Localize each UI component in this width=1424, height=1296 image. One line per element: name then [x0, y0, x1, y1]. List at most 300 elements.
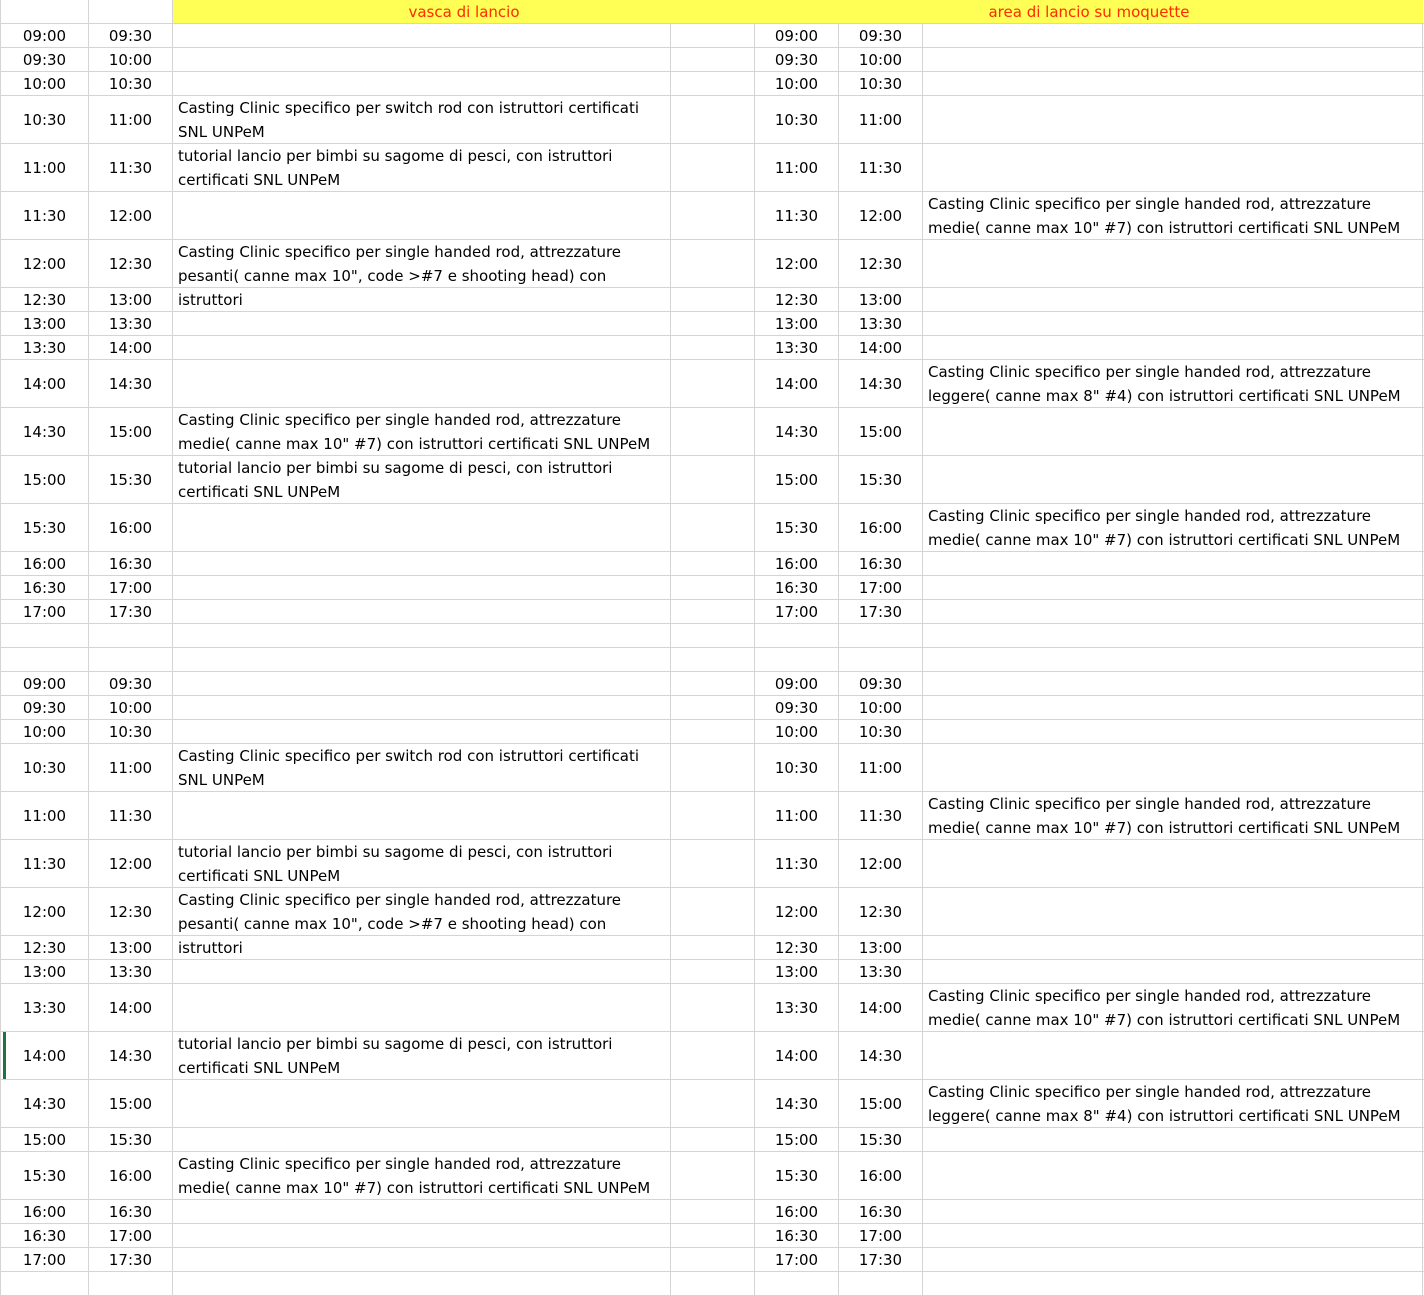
- end-time-cell[interactable]: 17:00: [89, 1224, 173, 1247]
- left-activity-cell[interactable]: [173, 336, 671, 359]
- left-activity-cell[interactable]: [173, 552, 671, 575]
- right-start-time-cell[interactable]: 11:30: [755, 192, 839, 239]
- end-time-cell[interactable]: 11:30: [89, 792, 173, 839]
- right-start-time-cell[interactable]: 15:30: [755, 1152, 839, 1199]
- spacer-cell[interactable]: [671, 792, 755, 839]
- left-activity-cell[interactable]: [173, 600, 671, 623]
- left-activity-cell[interactable]: tutorial lancio per bimbi su sagome di pesci, con istruttori certificati SNL UNPeM: [173, 840, 671, 887]
- right-activity-cell[interactable]: Casting Clinic specifico per single handed rod, attrezzature leggere( canne max 8" #4) con istruttori certificati SNL UNPeM: [923, 1080, 1423, 1127]
- right-activity-cell[interactable]: [923, 288, 1423, 311]
- end-time-cell[interactable]: 13:00: [89, 288, 173, 311]
- right-end-time-cell[interactable]: 12:00: [839, 840, 923, 887]
- table-row: [0, 336, 1424, 360]
- spacer-cell[interactable]: [671, 696, 755, 719]
- right-activity-cell[interactable]: [923, 888, 1423, 935]
- right-activity-cell[interactable]: [923, 1128, 1423, 1151]
- spacer-cell[interactable]: [671, 96, 755, 143]
- cell[interactable]: [839, 1272, 923, 1295]
- spacer-cell[interactable]: [671, 552, 755, 575]
- right-end-time-cell[interactable]: 11:00: [839, 744, 923, 791]
- spacer-cell[interactable]: [671, 1248, 755, 1271]
- left-activity-cell[interactable]: [173, 576, 671, 599]
- right-activity-cell[interactable]: [923, 144, 1423, 191]
- left-activity-cell[interactable]: [173, 72, 671, 95]
- right-end-time-cell[interactable]: 12:30: [839, 240, 923, 287]
- cell[interactable]: [923, 624, 1423, 647]
- start-time-cell[interactable]: 15:00: [0, 1128, 89, 1151]
- table-row: [0, 552, 1424, 576]
- spacer-cell[interactable]: [671, 744, 755, 791]
- table-row: [0, 1224, 1424, 1248]
- right-start-time-cell[interactable]: 10:00: [755, 72, 839, 95]
- table-row: [0, 288, 1424, 312]
- end-time-cell[interactable]: 16:30: [89, 552, 173, 575]
- left-activity-cell[interactable]: [173, 312, 671, 335]
- table-row: [0, 792, 1424, 840]
- cell[interactable]: [173, 1272, 671, 1295]
- spacer-cell[interactable]: [671, 144, 755, 191]
- spacer-cell[interactable]: [671, 1200, 755, 1223]
- left-activity-cell[interactable]: Casting Clinic specifico per switch rod con istruttori certificati SNL UNPeM: [173, 96, 671, 143]
- left-activity-cell[interactable]: [173, 192, 671, 239]
- spacer-cell[interactable]: [671, 576, 755, 599]
- right-start-time-cell[interactable]: 09:30: [755, 48, 839, 71]
- right-activity-cell[interactable]: [923, 312, 1423, 335]
- end-time-cell[interactable]: 09:30: [89, 24, 173, 47]
- right-end-time-cell[interactable]: 17:00: [839, 576, 923, 599]
- left-activity-cell[interactable]: tutorial lancio per bimbi su sagome di pesci, con istruttori certificati SNL UNPeM: [173, 144, 671, 191]
- empty-row: [0, 1272, 1424, 1296]
- end-time-cell[interactable]: 15:30: [89, 1128, 173, 1151]
- right-activity-cell[interactable]: [923, 840, 1423, 887]
- right-activity-cell[interactable]: [923, 696, 1423, 719]
- left-activity-cell[interactable]: [173, 720, 671, 743]
- start-time-cell[interactable]: 11:30: [0, 192, 89, 239]
- end-time-cell[interactable]: 13:30: [89, 312, 173, 335]
- start-time-cell[interactable]: 09:30: [0, 48, 89, 71]
- cell[interactable]: [173, 624, 671, 647]
- table-row: [0, 1032, 1424, 1080]
- left-activity-cell[interactable]: [173, 360, 671, 407]
- start-time-cell[interactable]: 15:30: [0, 1152, 89, 1199]
- left-activity-cell[interactable]: Casting Clinic specifico per single handed rod, attrezzature medie( canne max 10" #7) con istruttori certificati SNL UNPeM: [173, 1152, 671, 1199]
- table-row: [0, 576, 1424, 600]
- right-activity-cell[interactable]: [923, 720, 1423, 743]
- left-activity-cell[interactable]: Casting Clinic specifico per single handed rod, attrezzature medie( canne max 10" #7) con istruttori certificati SNL UNPeM: [173, 408, 671, 455]
- right-activity-cell[interactable]: [923, 48, 1423, 71]
- start-time-cell[interactable]: 09:00: [0, 24, 89, 47]
- right-start-time-cell[interactable]: 14:30: [755, 1080, 839, 1127]
- end-time-cell[interactable]: 10:30: [89, 72, 173, 95]
- end-time-cell[interactable]: 16:00: [89, 504, 173, 551]
- cell[interactable]: [671, 1272, 755, 1295]
- right-end-time-cell[interactable]: 16:30: [839, 1200, 923, 1223]
- left-activity-cell[interactable]: [173, 1128, 671, 1151]
- start-time-cell[interactable]: 14:00: [0, 360, 89, 407]
- cell[interactable]: [839, 648, 923, 671]
- spacer-cell[interactable]: [671, 1032, 755, 1079]
- left-activity-cell[interactable]: [173, 1200, 671, 1223]
- right-end-time-cell[interactable]: 14:00: [839, 984, 923, 1031]
- left-activity-cell[interactable]: [173, 48, 671, 71]
- end-time-cell[interactable]: 15:30: [89, 456, 173, 503]
- right-start-time-cell[interactable]: 14:00: [755, 360, 839, 407]
- start-time-cell[interactable]: 16:30: [0, 1224, 89, 1247]
- right-activity-cell[interactable]: [923, 672, 1423, 695]
- empty-row: [0, 624, 1424, 648]
- right-start-time-cell[interactable]: 16:00: [755, 552, 839, 575]
- start-time-cell[interactable]: 16:00: [0, 552, 89, 575]
- table-row: [0, 720, 1424, 744]
- right-activity-cell[interactable]: [923, 72, 1423, 95]
- start-time-cell[interactable]: 15:00: [0, 456, 89, 503]
- left-activity-cell[interactable]: tutorial lancio per bimbi su sagome di pesci, con istruttori certificati SNL UNPeM: [173, 456, 671, 503]
- right-end-time-cell[interactable]: 15:30: [839, 456, 923, 503]
- left-activity-cell[interactable]: Casting Clinic specifico per switch rod con istruttori certificati SNL UNPeM: [173, 744, 671, 791]
- right-start-time-cell[interactable]: 10:30: [755, 96, 839, 143]
- right-end-time-cell[interactable]: 14:00: [839, 336, 923, 359]
- end-time-cell[interactable]: 14:30: [89, 1032, 173, 1079]
- spacer-cell[interactable]: [671, 336, 755, 359]
- right-start-time-cell[interactable]: 16:00: [755, 1200, 839, 1223]
- right-activity-cell[interactable]: [923, 600, 1423, 623]
- cell[interactable]: [755, 624, 839, 647]
- header-row: [0, 0, 1424, 24]
- cell[interactable]: [923, 1272, 1423, 1295]
- end-time-cell[interactable]: 11:00: [89, 744, 173, 791]
- end-time-cell[interactable]: 13:30: [89, 960, 173, 983]
- end-time-cell[interactable]: 15:00: [89, 408, 173, 455]
- start-time-cell[interactable]: 12:30: [0, 936, 89, 959]
- right-activity-cell[interactable]: [923, 24, 1423, 47]
- right-start-time-cell[interactable]: 13:30: [755, 984, 839, 1031]
- start-time-cell[interactable]: 17:00: [0, 1248, 89, 1271]
- end-time-cell[interactable]: 14:00: [89, 984, 173, 1031]
- spacer-cell[interactable]: [671, 1080, 755, 1127]
- start-time-cell[interactable]: [0, 1032, 89, 1079]
- cell[interactable]: [923, 648, 1423, 671]
- right-end-time-cell[interactable]: 11:00: [839, 96, 923, 143]
- right-end-time-cell[interactable]: 15:00: [839, 1080, 923, 1127]
- right-end-time-cell[interactable]: 14:30: [839, 1032, 923, 1079]
- left-activity-cell[interactable]: [173, 1248, 671, 1271]
- right-end-time-cell[interactable]: 17:00: [839, 1224, 923, 1247]
- left-activity-cell[interactable]: [173, 288, 671, 311]
- spacer-cell[interactable]: [671, 360, 755, 407]
- right-start-time-cell[interactable]: 16:30: [755, 1224, 839, 1247]
- end-time-cell[interactable]: 17:30: [89, 600, 173, 623]
- start-time-cell[interactable]: 12:00: [0, 888, 89, 935]
- end-time-cell[interactable]: 10:30: [89, 720, 173, 743]
- right-start-time-cell[interactable]: 17:00: [755, 600, 839, 623]
- right-activity-cell[interactable]: [923, 336, 1423, 359]
- spacer-cell[interactable]: [671, 840, 755, 887]
- start-time-cell[interactable]: 12:00: [0, 240, 89, 287]
- table-row: [0, 672, 1424, 696]
- cell[interactable]: [89, 1272, 173, 1295]
- spacer-cell[interactable]: [671, 1224, 755, 1247]
- right-end-time-cell[interactable]: 15:00: [839, 408, 923, 455]
- start-time-cell[interactable]: 13:00: [0, 312, 89, 335]
- right-activity-cell[interactable]: Casting Clinic specifico per single handed rod, attrezzature medie( canne max 10" #7) con istruttori certificati SNL UNPeM: [923, 192, 1423, 239]
- right-start-time-cell[interactable]: 17:00: [755, 1248, 839, 1271]
- spacer-cell[interactable]: [671, 240, 755, 287]
- right-end-time-cell[interactable]: 16:30: [839, 552, 923, 575]
- spacer-cell[interactable]: [671, 720, 755, 743]
- right-start-time-cell[interactable]: 10:00: [755, 720, 839, 743]
- right-start-time-cell[interactable]: 11:00: [755, 792, 839, 839]
- table-row: [0, 840, 1424, 888]
- right-end-time-cell[interactable]: 10:00: [839, 696, 923, 719]
- cell[interactable]: [0, 1272, 89, 1295]
- right-activity-cell[interactable]: [923, 1224, 1423, 1247]
- spacer-cell[interactable]: [671, 1152, 755, 1199]
- right-end-time-cell[interactable]: 09:30: [839, 672, 923, 695]
- table-row: [0, 1080, 1424, 1128]
- start-time-cell[interactable]: 10:30: [0, 744, 89, 791]
- cell[interactable]: [0, 624, 89, 647]
- table-row: [0, 144, 1424, 192]
- cell[interactable]: [89, 648, 173, 671]
- start-time-cell[interactable]: 10:00: [0, 720, 89, 743]
- right-activity-cell[interactable]: [923, 960, 1423, 983]
- table-row: [0, 72, 1424, 96]
- spacer-cell[interactable]: [671, 312, 755, 335]
- table-row: [0, 96, 1424, 144]
- end-time-cell[interactable]: 17:00: [89, 576, 173, 599]
- right-start-time-cell[interactable]: 09:00: [755, 672, 839, 695]
- right-activity-cell[interactable]: [923, 1248, 1423, 1271]
- cell[interactable]: [755, 1272, 839, 1295]
- right-end-time-cell[interactable]: 17:30: [839, 600, 923, 623]
- start-time-cell[interactable]: 14:30: [0, 1080, 89, 1127]
- right-end-time-cell[interactable]: 13:30: [839, 960, 923, 983]
- end-time-cell[interactable]: 12:30: [89, 888, 173, 935]
- cell[interactable]: [0, 0, 89, 23]
- spacer-cell[interactable]: [671, 1128, 755, 1151]
- table-row: [0, 1152, 1424, 1200]
- right-start-time-cell[interactable]: 15:00: [755, 456, 839, 503]
- right-start-time-cell[interactable]: 16:30: [755, 576, 839, 599]
- empty-row: [0, 648, 1424, 672]
- table-row: [0, 960, 1424, 984]
- right-activity-cell[interactable]: [923, 936, 1423, 959]
- spacer-cell[interactable]: [671, 888, 755, 935]
- right-activity-cell[interactable]: [923, 576, 1423, 599]
- left-activity-cell[interactable]: [173, 792, 671, 839]
- right-start-time-cell[interactable]: 09:00: [755, 24, 839, 47]
- right-start-time-cell[interactable]: 12:00: [755, 240, 839, 287]
- spacer-cell[interactable]: [671, 24, 755, 47]
- end-time-cell[interactable]: 15:00: [89, 1080, 173, 1127]
- right-activity-cell[interactable]: [923, 744, 1423, 791]
- spacer-cell[interactable]: [671, 672, 755, 695]
- end-time-cell[interactable]: 09:30: [89, 672, 173, 695]
- start-time-cell[interactable]: 16:00: [0, 1200, 89, 1223]
- right-end-time-cell[interactable]: 13:00: [839, 288, 923, 311]
- start-time-cell[interactable]: 13:00: [0, 960, 89, 983]
- spacer-cell[interactable]: [671, 48, 755, 71]
- cell[interactable]: [173, 648, 671, 671]
- right-start-time-cell[interactable]: 11:00: [755, 144, 839, 191]
- end-time-cell[interactable]: 11:30: [89, 144, 173, 191]
- table-row: [0, 600, 1424, 624]
- cell[interactable]: [755, 648, 839, 671]
- left-activity-cell[interactable]: [173, 1224, 671, 1247]
- right-activity-cell[interactable]: [923, 456, 1423, 503]
- table-row: [0, 744, 1424, 792]
- start-time-cell[interactable]: 17:00: [0, 600, 89, 623]
- right-start-time-cell[interactable]: 12:00: [755, 888, 839, 935]
- right-end-time-cell[interactable]: 11:30: [839, 144, 923, 191]
- right-start-time-cell[interactable]: 13:30: [755, 336, 839, 359]
- table-row: [0, 48, 1424, 72]
- start-time-cell[interactable]: 10:00: [0, 72, 89, 95]
- end-time-cell[interactable]: 16:00: [89, 1152, 173, 1199]
- table-row: [0, 456, 1424, 504]
- right-end-time-cell[interactable]: 17:30: [839, 1248, 923, 1271]
- table-row: [0, 1248, 1424, 1272]
- right-end-time-cell[interactable]: 09:30: [839, 24, 923, 47]
- right-start-time-cell[interactable]: 15:30: [755, 504, 839, 551]
- right-end-time-cell[interactable]: 13:00: [839, 936, 923, 959]
- time-text: 14:00: [22, 1046, 67, 1065]
- right-end-time-cell[interactable]: 16:00: [839, 1152, 923, 1199]
- right-start-time-cell[interactable]: 09:30: [755, 696, 839, 719]
- right-start-time-cell[interactable]: 12:30: [755, 936, 839, 959]
- right-start-time-cell[interactable]: 14:30: [755, 408, 839, 455]
- left-activity-cell[interactable]: Casting Clinic specifico per single handed rod, attrezzature pesanti( canne max 10", code >#7 e shooting head) con istruttori: [173, 888, 671, 935]
- start-time-cell[interactable]: 14:30: [0, 408, 89, 455]
- end-time-cell[interactable]: 10:00: [89, 48, 173, 71]
- start-time-cell[interactable]: 13:30: [0, 984, 89, 1031]
- right-activity-cell[interactable]: [923, 408, 1423, 455]
- right-start-time-cell[interactable]: 13:00: [755, 960, 839, 983]
- left-activity-cell[interactable]: [173, 1080, 671, 1127]
- end-time-cell[interactable]: 12:00: [89, 192, 173, 239]
- left-activity-cell[interactable]: [173, 24, 671, 47]
- right-end-time-cell[interactable]: 16:00: [839, 504, 923, 551]
- left-activity-cell[interactable]: [173, 696, 671, 719]
- end-time-cell[interactable]: 17:30: [89, 1248, 173, 1271]
- spacer-cell[interactable]: [671, 288, 755, 311]
- end-time-cell[interactable]: 13:00: [89, 936, 173, 959]
- start-time-cell[interactable]: 11:30: [0, 840, 89, 887]
- right-end-time-cell[interactable]: 12:30: [839, 888, 923, 935]
- spacer-cell[interactable]: [671, 408, 755, 455]
- left-activity-cell[interactable]: [173, 984, 671, 1031]
- right-start-time-cell[interactable]: 11:30: [755, 840, 839, 887]
- end-time-cell[interactable]: 14:30: [89, 360, 173, 407]
- left-activity-cell[interactable]: [173, 672, 671, 695]
- cell[interactable]: [671, 648, 755, 671]
- right-end-time-cell[interactable]: 13:30: [839, 312, 923, 335]
- table-row: [0, 936, 1424, 960]
- right-end-time-cell[interactable]: 10:00: [839, 48, 923, 71]
- spacer-cell[interactable]: [671, 984, 755, 1031]
- start-time-cell[interactable]: 09:30: [0, 696, 89, 719]
- spacer-cell[interactable]: [671, 504, 755, 551]
- table-row: [0, 696, 1424, 720]
- left-activity-cell[interactable]: [173, 504, 671, 551]
- right-end-time-cell[interactable]: 11:30: [839, 792, 923, 839]
- right-activity-cell[interactable]: [923, 552, 1423, 575]
- spacer-cell[interactable]: [671, 72, 755, 95]
- cell[interactable]: [671, 624, 755, 647]
- right-end-time-cell[interactable]: 10:30: [839, 72, 923, 95]
- header-vasca-di-lancio[interactable]: [173, 0, 755, 23]
- table-row: [0, 192, 1424, 240]
- start-time-cell[interactable]: 16:30: [0, 576, 89, 599]
- spacer-cell[interactable]: [671, 936, 755, 959]
- table-row: [0, 24, 1424, 48]
- right-activity-cell[interactable]: [923, 1200, 1423, 1223]
- right-start-time-cell[interactable]: 12:30: [755, 288, 839, 311]
- table-row: [0, 360, 1424, 408]
- start-time-cell[interactable]: 15:30: [0, 504, 89, 551]
- right-end-time-cell[interactable]: 12:00: [839, 192, 923, 239]
- start-time-cell[interactable]: 13:30: [0, 336, 89, 359]
- left-activity-cell[interactable]: Casting Clinic specifico per single handed rod, attrezzature pesanti( canne max 10", code >#7 e shooting head) con istruttori: [173, 240, 671, 287]
- right-activity-cell[interactable]: Casting Clinic specifico per single handed rod, attrezzature medie( canne max 10" #7) con istruttori certificati SNL UNPeM: [923, 504, 1423, 551]
- start-time-cell[interactable]: 09:00: [0, 672, 89, 695]
- cell[interactable]: [839, 624, 923, 647]
- right-activity-cell[interactable]: Casting Clinic specifico per single handed rod, attrezzature leggere( canne max 8" #4) con istruttori certificati SNL UNPeM: [923, 360, 1423, 407]
- header-area-moquette[interactable]: [755, 0, 1423, 23]
- right-end-time-cell[interactable]: 10:30: [839, 720, 923, 743]
- selection-indicator: [3, 1032, 6, 1079]
- end-time-cell[interactable]: 16:30: [89, 1200, 173, 1223]
- spacer-cell[interactable]: [671, 960, 755, 983]
- start-time-cell[interactable]: 12:30: [0, 288, 89, 311]
- cell[interactable]: [89, 0, 173, 23]
- end-time-cell[interactable]: 12:00: [89, 840, 173, 887]
- rows-container: [0, 24, 1424, 1296]
- right-activity-cell[interactable]: [923, 1152, 1423, 1199]
- table-row: [0, 504, 1424, 552]
- table-row: [0, 1128, 1424, 1152]
- right-activity-cell[interactable]: Casting Clinic specifico per single handed rod, attrezzature medie( canne max 10" #7) con istruttori certificati SNL UNPeM: [923, 984, 1423, 1031]
- end-time-cell[interactable]: 14:00: [89, 336, 173, 359]
- right-end-time-cell[interactable]: 15:30: [839, 1128, 923, 1151]
- right-activity-cell[interactable]: [923, 1032, 1423, 1079]
- right-start-time-cell[interactable]: 10:30: [755, 744, 839, 791]
- right-activity-cell[interactable]: [923, 96, 1423, 143]
- end-time-cell[interactable]: 11:00: [89, 96, 173, 143]
- right-activity-cell[interactable]: [923, 240, 1423, 287]
- spacer-cell[interactable]: [671, 600, 755, 623]
- cell[interactable]: [0, 648, 89, 671]
- left-activity-cell[interactable]: tutorial lancio per bimbi su sagome di pesci, con istruttori certificati SNL UNPeM: [173, 1032, 671, 1079]
- header-label-left: vasca di lancio: [408, 3, 520, 21]
- right-start-time-cell[interactable]: 15:00: [755, 1128, 839, 1151]
- spacer-cell[interactable]: [671, 456, 755, 503]
- start-time-cell[interactable]: 11:00: [0, 144, 89, 191]
- start-time-cell[interactable]: 10:30: [0, 96, 89, 143]
- right-start-time-cell[interactable]: 13:00: [755, 312, 839, 335]
- right-activity-cell[interactable]: Casting Clinic specifico per single handed rod, attrezzature medie( canne max 10" #7) con istruttori certificati SNL UNPeM: [923, 792, 1423, 839]
- spacer-cell[interactable]: [671, 192, 755, 239]
- end-time-cell[interactable]: 12:30: [89, 240, 173, 287]
- end-time-cell[interactable]: 10:00: [89, 696, 173, 719]
- left-activity-cell[interactable]: [173, 936, 671, 959]
- cell[interactable]: [89, 624, 173, 647]
- start-time-cell[interactable]: 11:00: [0, 792, 89, 839]
- table-row: [0, 984, 1424, 1032]
- right-end-time-cell[interactable]: 14:30: [839, 360, 923, 407]
- right-start-time-cell[interactable]: 14:00: [755, 1032, 839, 1079]
- left-activity-cell[interactable]: [173, 960, 671, 983]
